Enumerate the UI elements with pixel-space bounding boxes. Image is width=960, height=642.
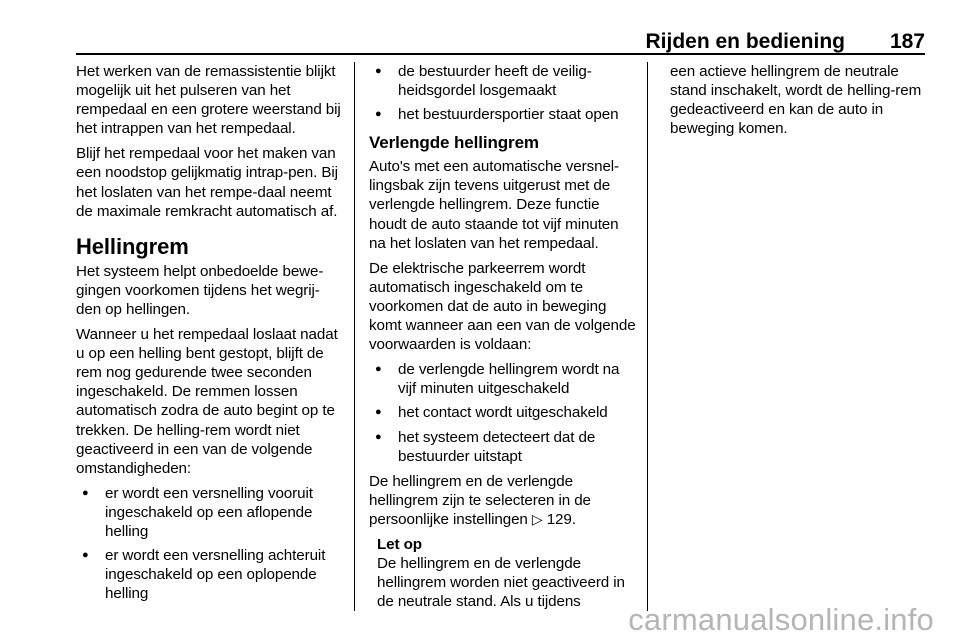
subsection-heading: Verlengde hellingrem bbox=[369, 133, 539, 153]
page-header bbox=[76, 24, 925, 52]
list-item: ● de verlengde hellingrem wordt na vijf minuten uitgeschakeld bbox=[369, 360, 637, 398]
paragraph: Wanneer u het rempedaal loslaat nadat u op een helling bent gestopt, blijft de rem nog gedurende twee seconden ingeschakeld. De remmen lossen automatisch zodra de auto begint op te trekken. De helling-rem wordt niet geactiveerd in een van de volgende omstandigheden: bbox=[76, 326, 338, 477]
watermark: carmanualsonline.info bbox=[628, 602, 934, 637]
note-text: De hellingrem en de verlengde hellingrem worden niet geactiveerd in de neutrale stand. Als u tijdens bbox=[377, 555, 625, 611]
paragraph: Auto's met een automatische versnel-lingsbak zijn tevens uitgerust met de verlengde hellingrem. Deze functie houdt de auto staande tot vijf minuten na het loslaten van het rempedaal. bbox=[369, 158, 620, 252]
paragraph: De hellingrem en de verlengde hellingrem zijn te selecteren in de persoonlijke instellingen ▷ 129. bbox=[369, 472, 591, 528]
list-item: ● er wordt een versnelling vooruit ingeschakeld op een aflopende helling bbox=[76, 484, 344, 541]
paragraph: Het werken van de remassistentie blijkt mogelijk uit het pulseren van het rempedaal en een grotere weerstand bij het intrappen van het rempedaal. bbox=[76, 63, 341, 138]
column-2 bbox=[369, 62, 637, 611]
note-box bbox=[377, 535, 637, 611]
header-rule bbox=[76, 53, 925, 55]
column-divider bbox=[354, 62, 355, 611]
page-number: 187 bbox=[889, 30, 925, 53]
paragraph: Het systeem helpt onbedoelde bewe-gingen voorkomen tijdens het wegrij-den op hellingen. bbox=[76, 262, 324, 318]
page-reference-icon: ▷ bbox=[531, 510, 543, 527]
paragraph: Blijf het rempedaal voor het maken van een noodstop gelijkmatig intrap-pen. Bij het loslaten van het rempe-daal neemt de maximale remkracht automatisch af. bbox=[76, 145, 338, 220]
paragraph-text: De hellingrem en de verlengde hellingrem zijn te selecteren in de persoonlijke instellingen bbox=[369, 472, 591, 528]
header-title: Rijden en bediening bbox=[645, 30, 845, 53]
bullet-list bbox=[369, 360, 637, 465]
column-divider bbox=[647, 62, 648, 611]
list-item: ● het contact wordt uitgeschakeld bbox=[369, 403, 637, 422]
section-heading: Hellingrem bbox=[76, 233, 189, 259]
list-item: ● er wordt een versnelling achteruit ingeschakeld op een oplopende helling bbox=[76, 546, 344, 603]
paragraph: De elektrische parkeerrem wordt automatisch ingeschakeld om te voorkomen dat de auto in beweging komt wanneer aan een van de volgende voorwaarden is voldaan: bbox=[369, 259, 636, 354]
list-item: ● het systeem detecteert dat de bestuurder uitstapt bbox=[369, 428, 637, 466]
bullet-list bbox=[76, 484, 344, 604]
bullet-list bbox=[369, 62, 637, 124]
note-title: Let op bbox=[377, 535, 422, 553]
list-item: ● de bestuurder heeft de veilig-heidsgordel losgemaakt bbox=[369, 62, 637, 100]
paragraph: een actieve hellingrem de neutrale stand inschakelt, wordt de helling-rem gedeactiveerd en kan de auto in beweging komen. bbox=[670, 63, 922, 138]
column-1 bbox=[76, 62, 344, 609]
list-item: ● het bestuurdersportier staat open bbox=[369, 105, 637, 124]
page-reference: 129 bbox=[546, 510, 572, 528]
column-3 bbox=[670, 62, 932, 144]
